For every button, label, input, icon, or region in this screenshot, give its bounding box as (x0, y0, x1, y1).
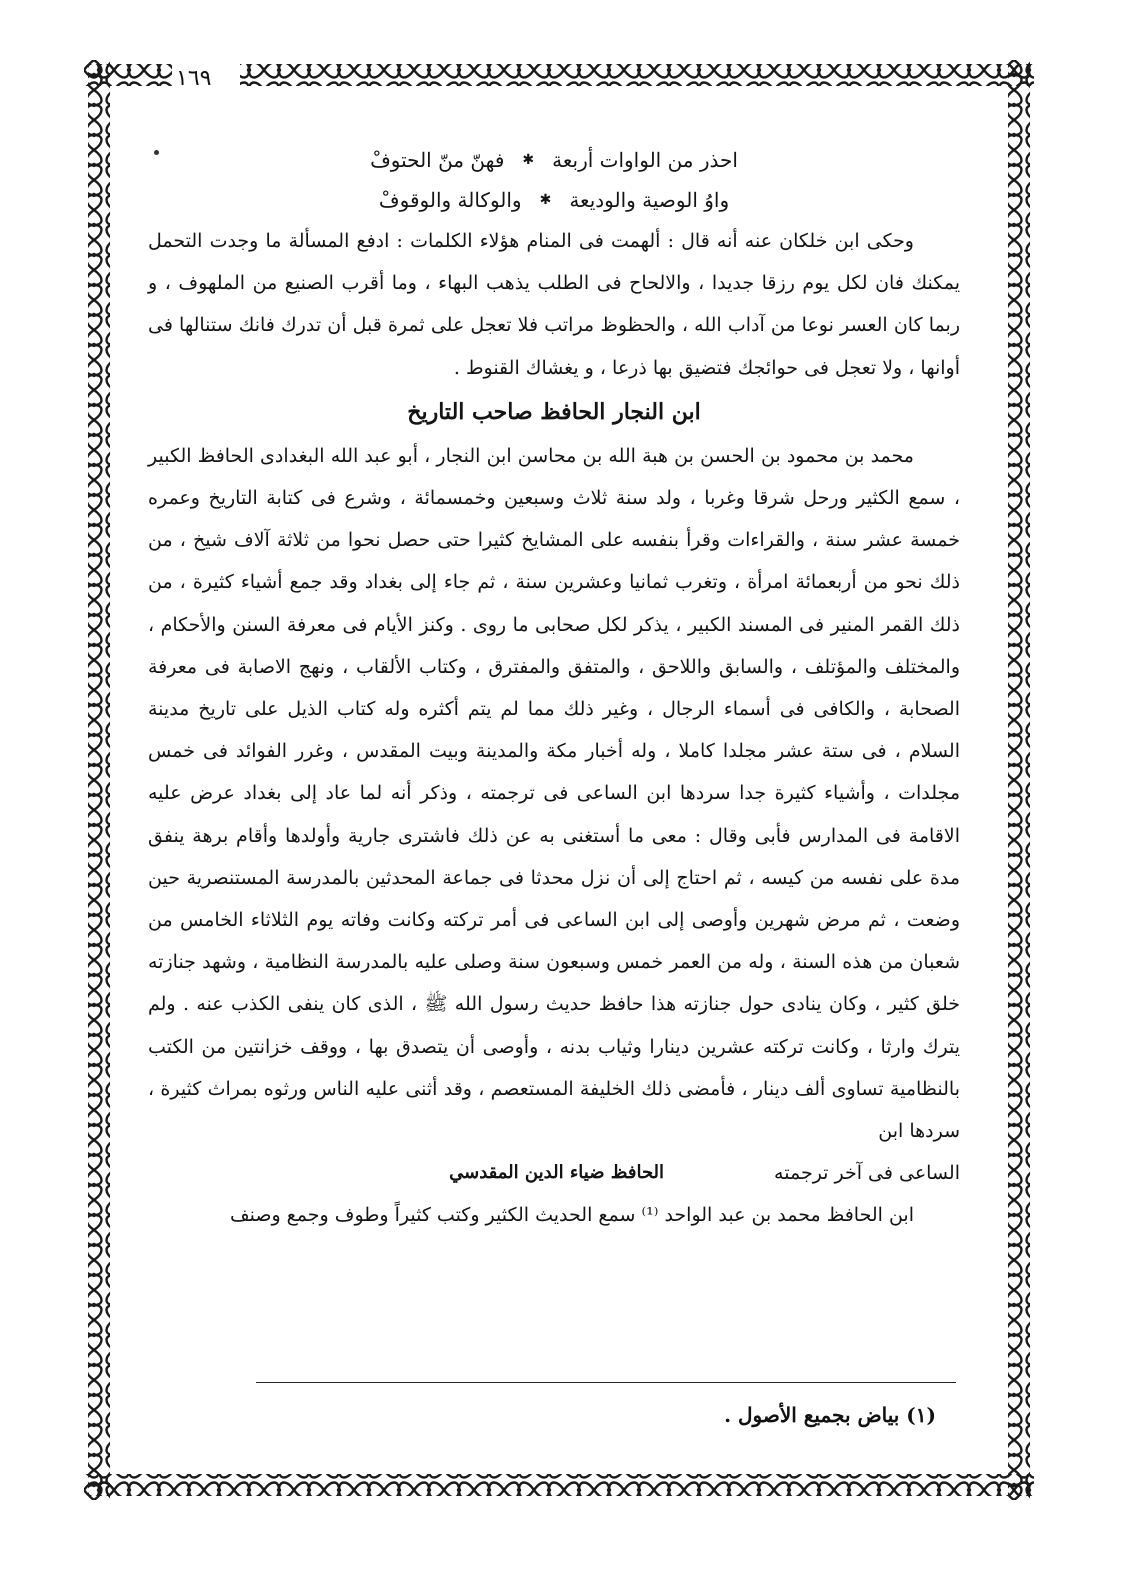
verse-separator-icon: ✱ (539, 192, 552, 208)
biography-closing-row (148, 1152, 960, 1194)
paragraph-diya-al-din: ابن الحافظ محمد بن عبد الواحد ⁽¹⁾ سمع الحديث الكثير وكتب كثيراً وطوف وجمع وصنف (229, 1204, 914, 1227)
verse-hemistich-right: احذر من الواوات أربعة (552, 148, 738, 172)
verse-hemistich-right: واوُ الوصية والوديعة (569, 188, 730, 212)
paragraph-ibn-khallikan: وحكى ابن خلكان عنه أنه قال : ألهمت فى المنام هؤلاء الكلمات : ادفع المسألة ما وجدت التحمل يمكنك فان لكل يوم رزقا جديدا ، والالحاح فى الطلب يذهب البهاء ، وما أقرب الصنيع من الملهوف ، و ربما كان العسر نوعا من آداب الله ، والحظوظ مراتب فلا تعجل على ثمرة قبل أن تدرك فانك ستنالها فى أوانها ، ولا تعجل فى حوائجك فتضيق بها ذرعا ، و يغشاك القنوط . (148, 230, 960, 379)
verse-line-2 (148, 180, 960, 220)
page-number: ١٦٩ (172, 64, 240, 94)
footnote-divider (256, 1382, 956, 1383)
paragraph-tail: الساعى فى آخر ترجمته (774, 1162, 960, 1185)
section-title: ابن النجار الحافظ صاحب التاريخ (407, 398, 701, 425)
verse-line-1 (148, 140, 960, 180)
paragraph-biography: محمد بن محمود بن الحسن بن هبة الله بن محاسن ابن النجار ، أبو عبد الله البغدادى الحافظ الكبير ، سمع الكثير ورحل شرقا وغربا ، ولد سنة ثلاث وسبعين وخمسمائة ، وشرع فى كتابة التاريخ وعمره خمسة عشر سنة ، والقراءات وقرأ بنفسه على المشايخ كثيرا حتى حصل نحوا من ثلاثة آلاف شيخ ، من ذلك نحو من أربعمائة امرأة ، وتغرب ثمانيا وعشرين سنة ، ثم جاء إلى بغداد وقد جمع أشياء كثيرة ، من ذلك القمر المنير فى المسند الكبير ، يذكر لكل صحابى ما روى . وكنز الأيام فى معرفة السنن والأحكام ، والمختلف والمؤتلف ، والسابق واللاحق ، والمتفق والمفترق ، وكتاب الألقاب ، ونهج الاصابة فى معرفة الصحابة ، والكافى فى أسماء الرجال ، وغير ذلك مما لم يتم أكثره وله كتاب الذيل على تاريخ مدينة السلام ، فى ستة عشر مجلدا كاملا ، وله أخبار مكة والمدينة وبيت المقدس ، وغرر الفوائد فى خمس مجلدات ، وأشياء كثيرة جدا سردها ابن الساعى فى ترجمته ، وذكر أنه لما عاد إلى بغداد عرض عليه الاقامة فى المدارس فأبى وقال : معى ما أستغنى به عن ذلك فاشترى جارية وأولدها وأقام برهة ينفق مدة على نفسه من كيسه ، ثم احتاج إلى أن نزل محدثا فى جماعة المحدثين بالمدرسة المستنصرية حين وضعت ، ثم مرض شهرين وأوصى إلى ابن الساعى فى أمر تركته وكانت وفاته يوم الثلاثاء الخامس من شعبان من هذه السنة ، وله من العمر خمس وسبعون سنة وصلى عليه بالمدرسة النظامية ، وشهد جنازته خلق كثير ، وكان ينادى حول جنازته هذا حافظ حديث رسول الله ﷺ ، الذى كان ينفى الكذب عنه . ولم يترك وارثا ، وكانت تركته عشرين دينارا وثياب بدنه ، وأوصى أن يتصدق بها ، ووقف خزانتين من الكتب بالنظامية تساوى ألف دينار ، فأمضى ذلك الخليفة المستعصم ، وقد أثنى عليه الناس ورثوه بمراث كثيرة ، سردها ابن (148, 444, 960, 1143)
verse-hemistich-left: والوكالة والوقوفْ (378, 188, 522, 212)
page-body (148, 140, 960, 1460)
footnote: (١) بياض بجميع الأصول . (724, 1403, 936, 1427)
verse-hemistich-left: فهنّ منّ الحتوفْ (370, 148, 505, 172)
verse-separator-icon: ✱ (522, 152, 535, 168)
sub-heading: الحافظ ضياء الدين المقدسي (449, 1162, 665, 1184)
print-speck (154, 150, 159, 155)
